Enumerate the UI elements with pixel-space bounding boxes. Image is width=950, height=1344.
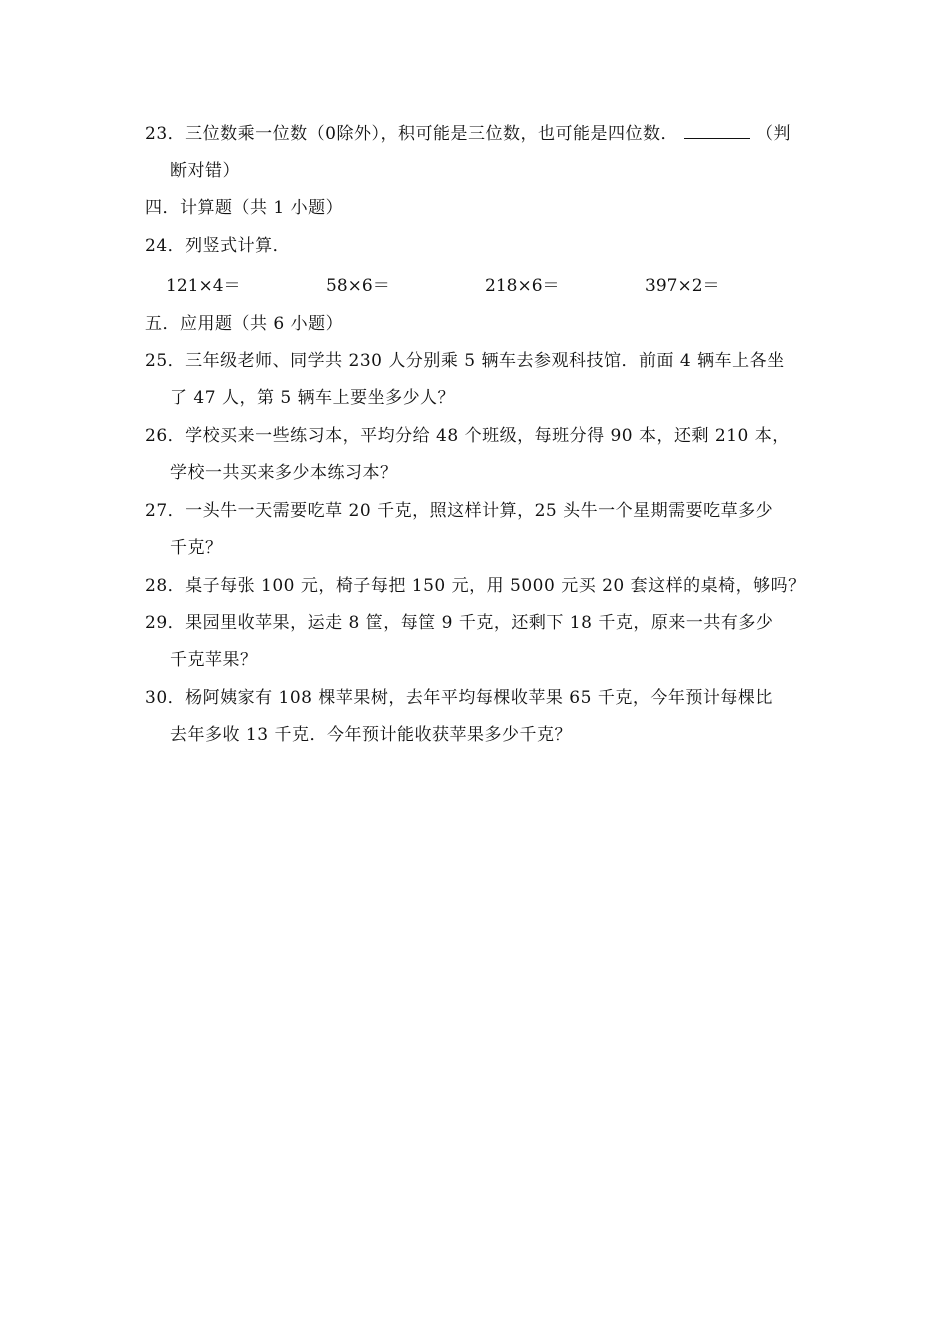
question-28-line-1: 28．桌子每张 100 元，椅子每把 150 元，用 5000 元买 20 套这样的桌椅，够吗？ [145, 576, 806, 596]
calc-item-2: 58×6＝ [326, 276, 390, 296]
answer-blank[interactable] [684, 120, 750, 139]
question-23-line-2: 断对错） [170, 161, 240, 181]
section-5-heading: 五．应用题（共 6 小题） [145, 314, 344, 334]
question-27-line-1: 27．一头牛一天需要吃草 20 千克，照这样计算，25 头牛一个星期需要吃草多少 [145, 501, 774, 521]
question-30-line-2: 去年多收 13 千克．今年预计能收获苹果多少千克？ [170, 725, 572, 745]
question-29-line-2: 千克苹果？ [170, 650, 258, 670]
question-23-text: 23．三位数乘一位数（0除外），积可能是三位数，也可能是四位数． [145, 124, 678, 144]
question-30-line-1: 30．杨阿姨家有 108 棵苹果树，去年平均每棵收苹果 65 千克，今年预计每棵比 [145, 688, 773, 708]
question-25-line-1: 25．三年级老师、同学共 230 人分别乘 5 辆车去参观科技馆．前面 4 辆车上各坐 [145, 351, 785, 371]
calc-item-4: 397×2＝ [645, 276, 720, 296]
calc-item-3: 218×6＝ [485, 276, 560, 296]
section-4-heading: 四．计算题（共 1 小题） [145, 198, 344, 218]
question-27-line-2: 千克？ [170, 538, 223, 558]
question-26-line-1: 26．学校买来一些练习本，平均分给 48 个班级，每班分得 90 本，还剩 210 本， [145, 426, 790, 446]
question-24-text: 24．列竖式计算． [145, 236, 291, 256]
question-23-judge-label: （判 [755, 124, 791, 144]
calc-item-1: 121×4＝ [166, 276, 241, 296]
question-29-line-1: 29．果园里收苹果，运走 8 筐，每筐 9 千克，还剩下 18 千克，原来一共有多少 [145, 613, 774, 633]
question-26-line-2: 学校一共买来多少本练习本？ [170, 463, 398, 483]
question-23-line-1 [145, 120, 815, 148]
question-25-line-2: 了 47 人，第 5 辆车上要坐多少人？ [170, 388, 456, 408]
